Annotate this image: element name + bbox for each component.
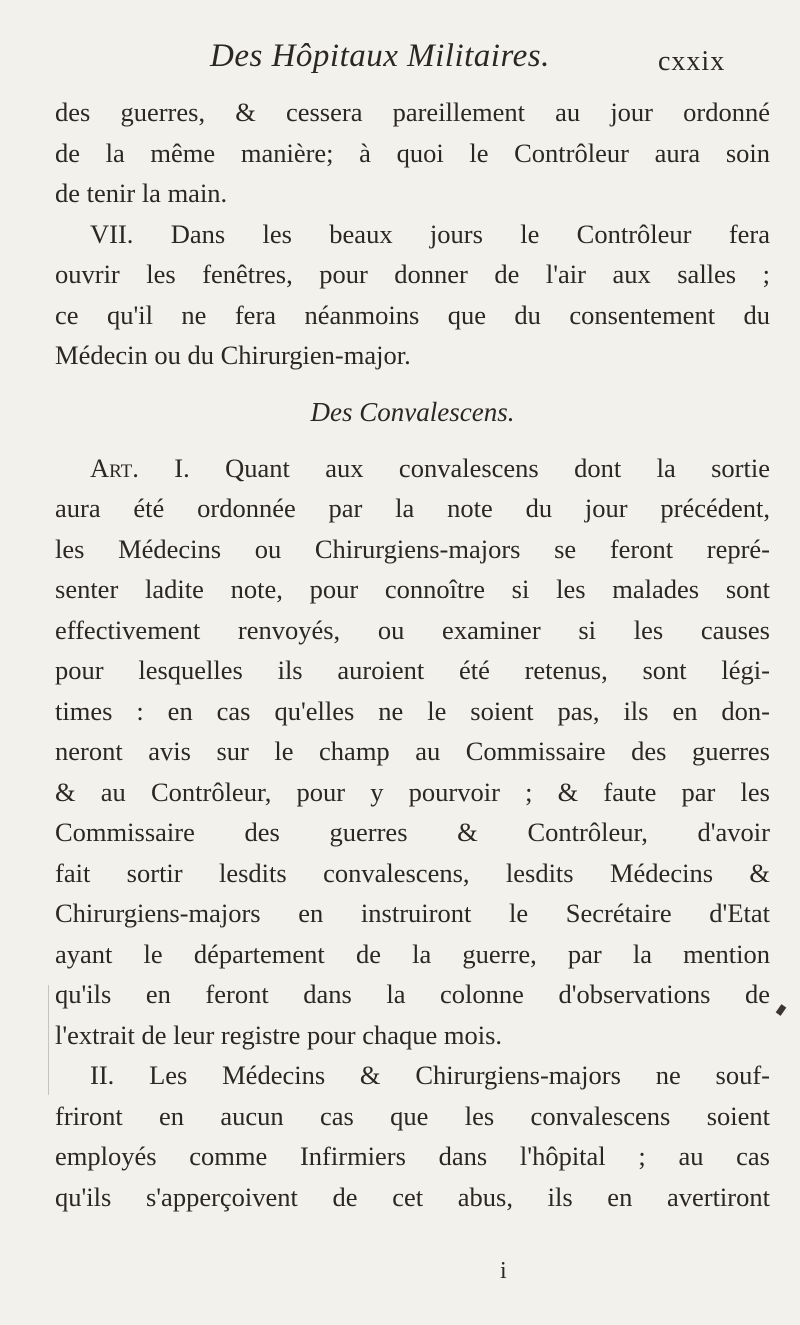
text-line: I. Quant aux convalescens dont la sortie: [174, 452, 770, 483]
text-line: senter ladite note, pour connoître si les malades sont: [55, 574, 770, 604]
text-line: Chirurgiens-majors en instruiront le Secrétaire d'Etat: [55, 898, 770, 928]
text-line: l'extrait de leur registre pour chaque mois.: [55, 1019, 503, 1050]
page-number: cxxix: [658, 46, 726, 77]
text-line: II. Les Médecins & Chirurgiens-majors ne souf-: [90, 1060, 770, 1090]
text-line: VII. Dans les beaux jours le Contrôleur fera: [90, 218, 770, 249]
body-text: [55, 92, 770, 1217]
text-line: ayant le département de la guerre, par la mention: [55, 938, 770, 969]
text-line: qu'ils en feront dans la colonne d'observations de: [55, 979, 770, 1009]
ink-mark: [776, 1004, 787, 1016]
signature-mark: i: [500, 1258, 507, 1284]
text-line: des guerres, & cessera pareillement au jour ordonné: [55, 97, 770, 127]
article-line: [55, 448, 770, 489]
text-line: les Médecins ou Chirurgiens-majors se feront repré-: [55, 533, 770, 564]
page-crease: [48, 985, 49, 1095]
running-head: Des Hôpitaux Militaires.: [210, 38, 550, 74]
text-line: Commissaire des guerres & Contrôleur, d'avoir: [55, 817, 770, 847]
text-line: pour lesquelles ils auroient été retenus, sont légi-: [55, 655, 770, 685]
text-line: employés comme Infirmiers dans l'hôpital ; au cas: [55, 1141, 770, 1171]
text-line: neront avis sur le champ au Commissaire des guerres: [55, 736, 770, 766]
section-heading: Des Convalescens.: [310, 396, 515, 427]
text-line: Médecin ou du Chirurgien-major.: [55, 340, 411, 370]
text-line: qu'ils s'apperçoivent de cet abus, ils en avertiront: [55, 1181, 770, 1212]
text-line: friront en aucun cas que les convalescens soient: [55, 1100, 770, 1131]
text-line: times : en cas qu'elles ne le soient pas, ils en don-: [55, 695, 770, 726]
text-line: fait sortir lesdits convalescens, lesdits Médecins &: [55, 857, 770, 888]
article-label: Art.: [90, 452, 139, 483]
text-line: de tenir la main.: [55, 178, 228, 208]
text-line: effectivement renvoyés, ou examiner si les causes: [55, 614, 770, 645]
text-line: de la même manière; à quoi le Contrôleur aura soin: [55, 137, 770, 168]
text-line: ce qu'il ne fera néanmoins que du consentement du: [55, 299, 770, 330]
text-line: & au Contrôleur, pour y pourvoir ; & faute par les: [55, 776, 770, 807]
text-line: aura été ordonnée par la note du jour précédent,: [55, 493, 770, 523]
text-line: ouvrir les fenêtres, pour donner de l'air aux salles ;: [55, 259, 770, 289]
